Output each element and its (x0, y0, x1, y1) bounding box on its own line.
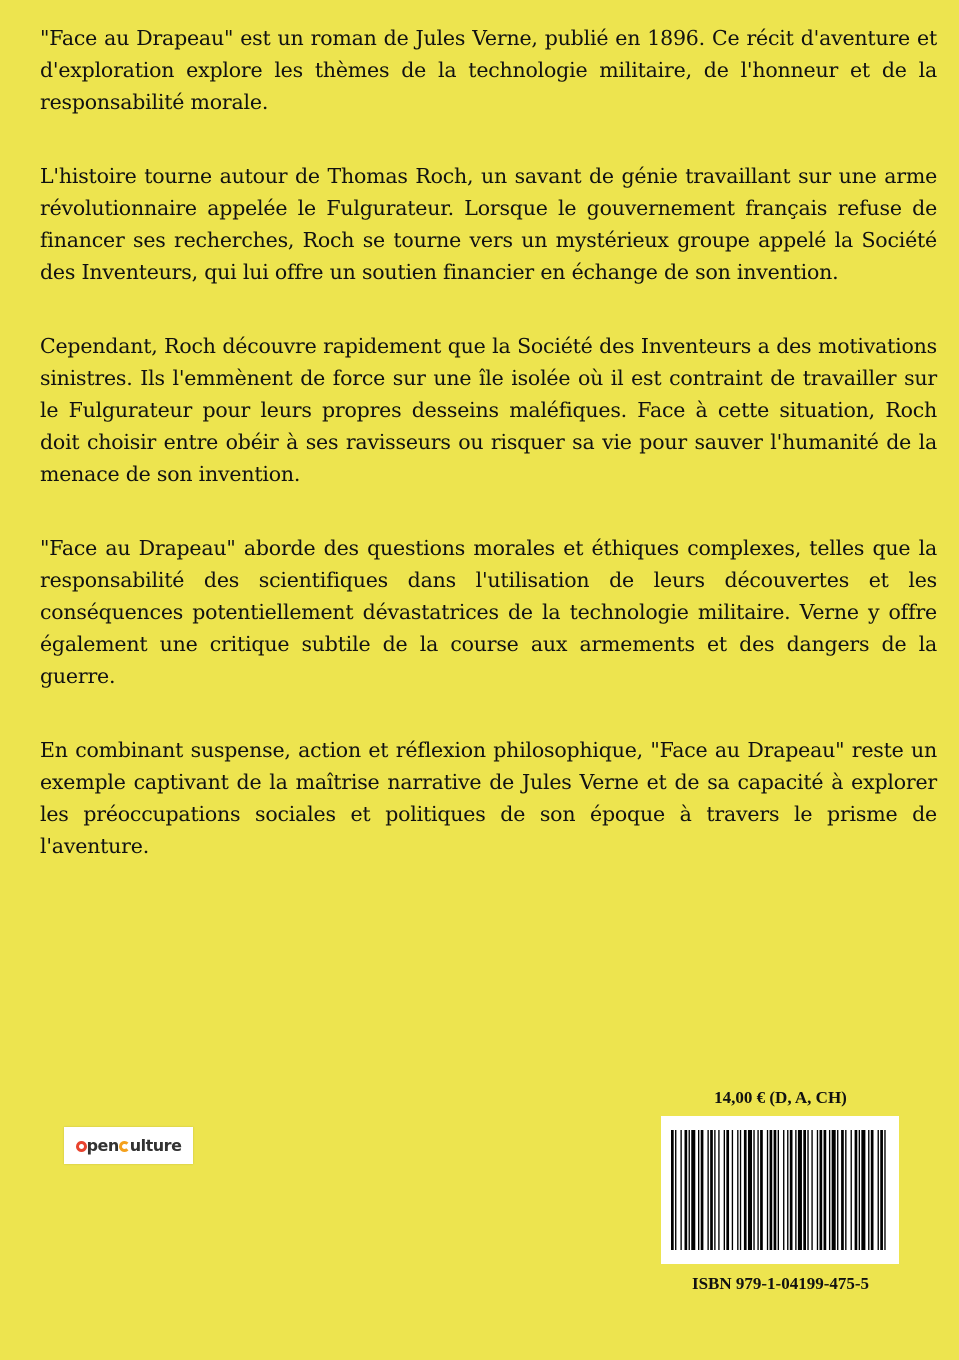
barcode-bar (807, 1130, 808, 1250)
logo-text-part1: pen (86, 1136, 119, 1155)
barcode-bar (757, 1130, 758, 1250)
barcode-icon (671, 1130, 889, 1250)
barcode-bar (811, 1130, 812, 1250)
barcode-bar (726, 1130, 729, 1250)
barcode-bar (851, 1130, 852, 1250)
barcode-bar (680, 1130, 681, 1250)
synopsis-text (40, 22, 937, 904)
barcode-bar (871, 1130, 874, 1250)
barcode-bar (748, 1130, 752, 1250)
barcode-bar (878, 1130, 879, 1250)
barcode-bar (753, 1130, 754, 1250)
barcode-bar (740, 1130, 741, 1250)
publisher-logo (64, 1127, 193, 1164)
isbn-label: ISBN 979-1-04199-475-5 (691, 1274, 870, 1293)
barcode-bar (770, 1130, 773, 1250)
barcode-bar (859, 1130, 860, 1250)
barcode-bar (724, 1130, 725, 1250)
barcode-bar (795, 1130, 796, 1250)
barcode-bar (817, 1130, 818, 1250)
barcode-bar (787, 1130, 788, 1250)
barcode (661, 1116, 899, 1264)
barcode-bar (760, 1130, 763, 1250)
barcode-bar (855, 1130, 858, 1250)
paragraph-5: En combinant suspense, action et réflexion philosophique, "Face au Drapeau" reste un exemple captivant de la maîtrise narrative de Jules Verne et de sa capacité à explorer les préoccupations sociales et politiques de son époque à travers le prisme de l'aventure. (40, 738, 937, 858)
paragraph-4: "Face au Drapeau" aborde des questions morales et éthiques complexes, telles que la responsabilité des scientifiques dans l'utilisation de leurs découvertes et les conséquences potentiellement dévastatrices de la technologie militaire. Verne y offre également une critique subtile de la course aux armements et des dangers de la guerre. (40, 536, 937, 688)
barcode-bar (671, 1130, 674, 1250)
barcode-bar (820, 1130, 823, 1250)
barcode-bar (710, 1130, 713, 1250)
barcode-bar (707, 1130, 708, 1250)
barcode-bar (832, 1130, 836, 1250)
barcode-bar (718, 1130, 719, 1250)
paragraph-1: "Face au Drapeau" est un roman de Jules Verne, publié en 1896. Ce récit d'aventure et d'exploration explore les thèmes de la technologie militaire, de l'honneur et de la responsabilité morale. (40, 26, 937, 114)
paragraph-2: L'histoire tourne autour de Thomas Roch, un savant de génie travaillant sur une arme révolutionnaire appelée le Fulgurateur. Lorsque le gouvernement français refuse de financer ses recherches, Roch se tourne vers un mystérieux groupe appelé la Société des Inventeurs, qui lui offre un soutien financier en échange de son invention. (40, 164, 937, 284)
barcode-bar (837, 1130, 838, 1250)
barcode-bar (783, 1130, 784, 1250)
barcode-bar (861, 1130, 865, 1250)
barcode-bar (714, 1130, 715, 1250)
paragraph-3: Cependant, Roch découvre rapidement que la Société des Inventeurs a des motivations sinistres. Ils l'emmènent de force sur une île isolée où il est contraint de travailler sur le Fulgurateur pour leurs propres desseins maléfiques. Face à cette situation, Roch doit choisir entre obéir à ses ravisseurs ou risquer sa vie pour sauver l'humanité de la menace de son invention. (40, 334, 937, 486)
barcode-bar (880, 1130, 883, 1250)
barcode-bar (868, 1130, 869, 1250)
barcode-bar (744, 1130, 747, 1250)
barcode-bar (685, 1130, 688, 1250)
barcode-bar (778, 1130, 779, 1250)
barcode-bar (824, 1130, 827, 1250)
barcode-bar (767, 1130, 768, 1250)
barcode-bar (829, 1130, 830, 1250)
barcode-bar (675, 1130, 676, 1250)
logo-c-icon (119, 1141, 130, 1152)
barcode-bar (732, 1130, 733, 1250)
barcode-bar (803, 1130, 806, 1250)
barcode-bar (698, 1130, 699, 1250)
price-label: 14,00 € (D, A, CH) (714, 1088, 847, 1107)
barcode-bar (691, 1130, 695, 1250)
barcode-bar (689, 1130, 690, 1250)
barcode-bar (701, 1130, 704, 1250)
publisher-logo-text (76, 1136, 182, 1155)
barcode-bar (790, 1130, 793, 1250)
barcode-bar (774, 1130, 777, 1250)
logo-o-icon (76, 1141, 87, 1152)
barcode-bar (884, 1130, 885, 1250)
barcode-bar (737, 1130, 738, 1250)
barcode-bar (841, 1130, 844, 1250)
barcode-bar (845, 1130, 846, 1250)
barcode-bar (798, 1130, 802, 1250)
logo-text-part2: ulture (129, 1136, 182, 1155)
